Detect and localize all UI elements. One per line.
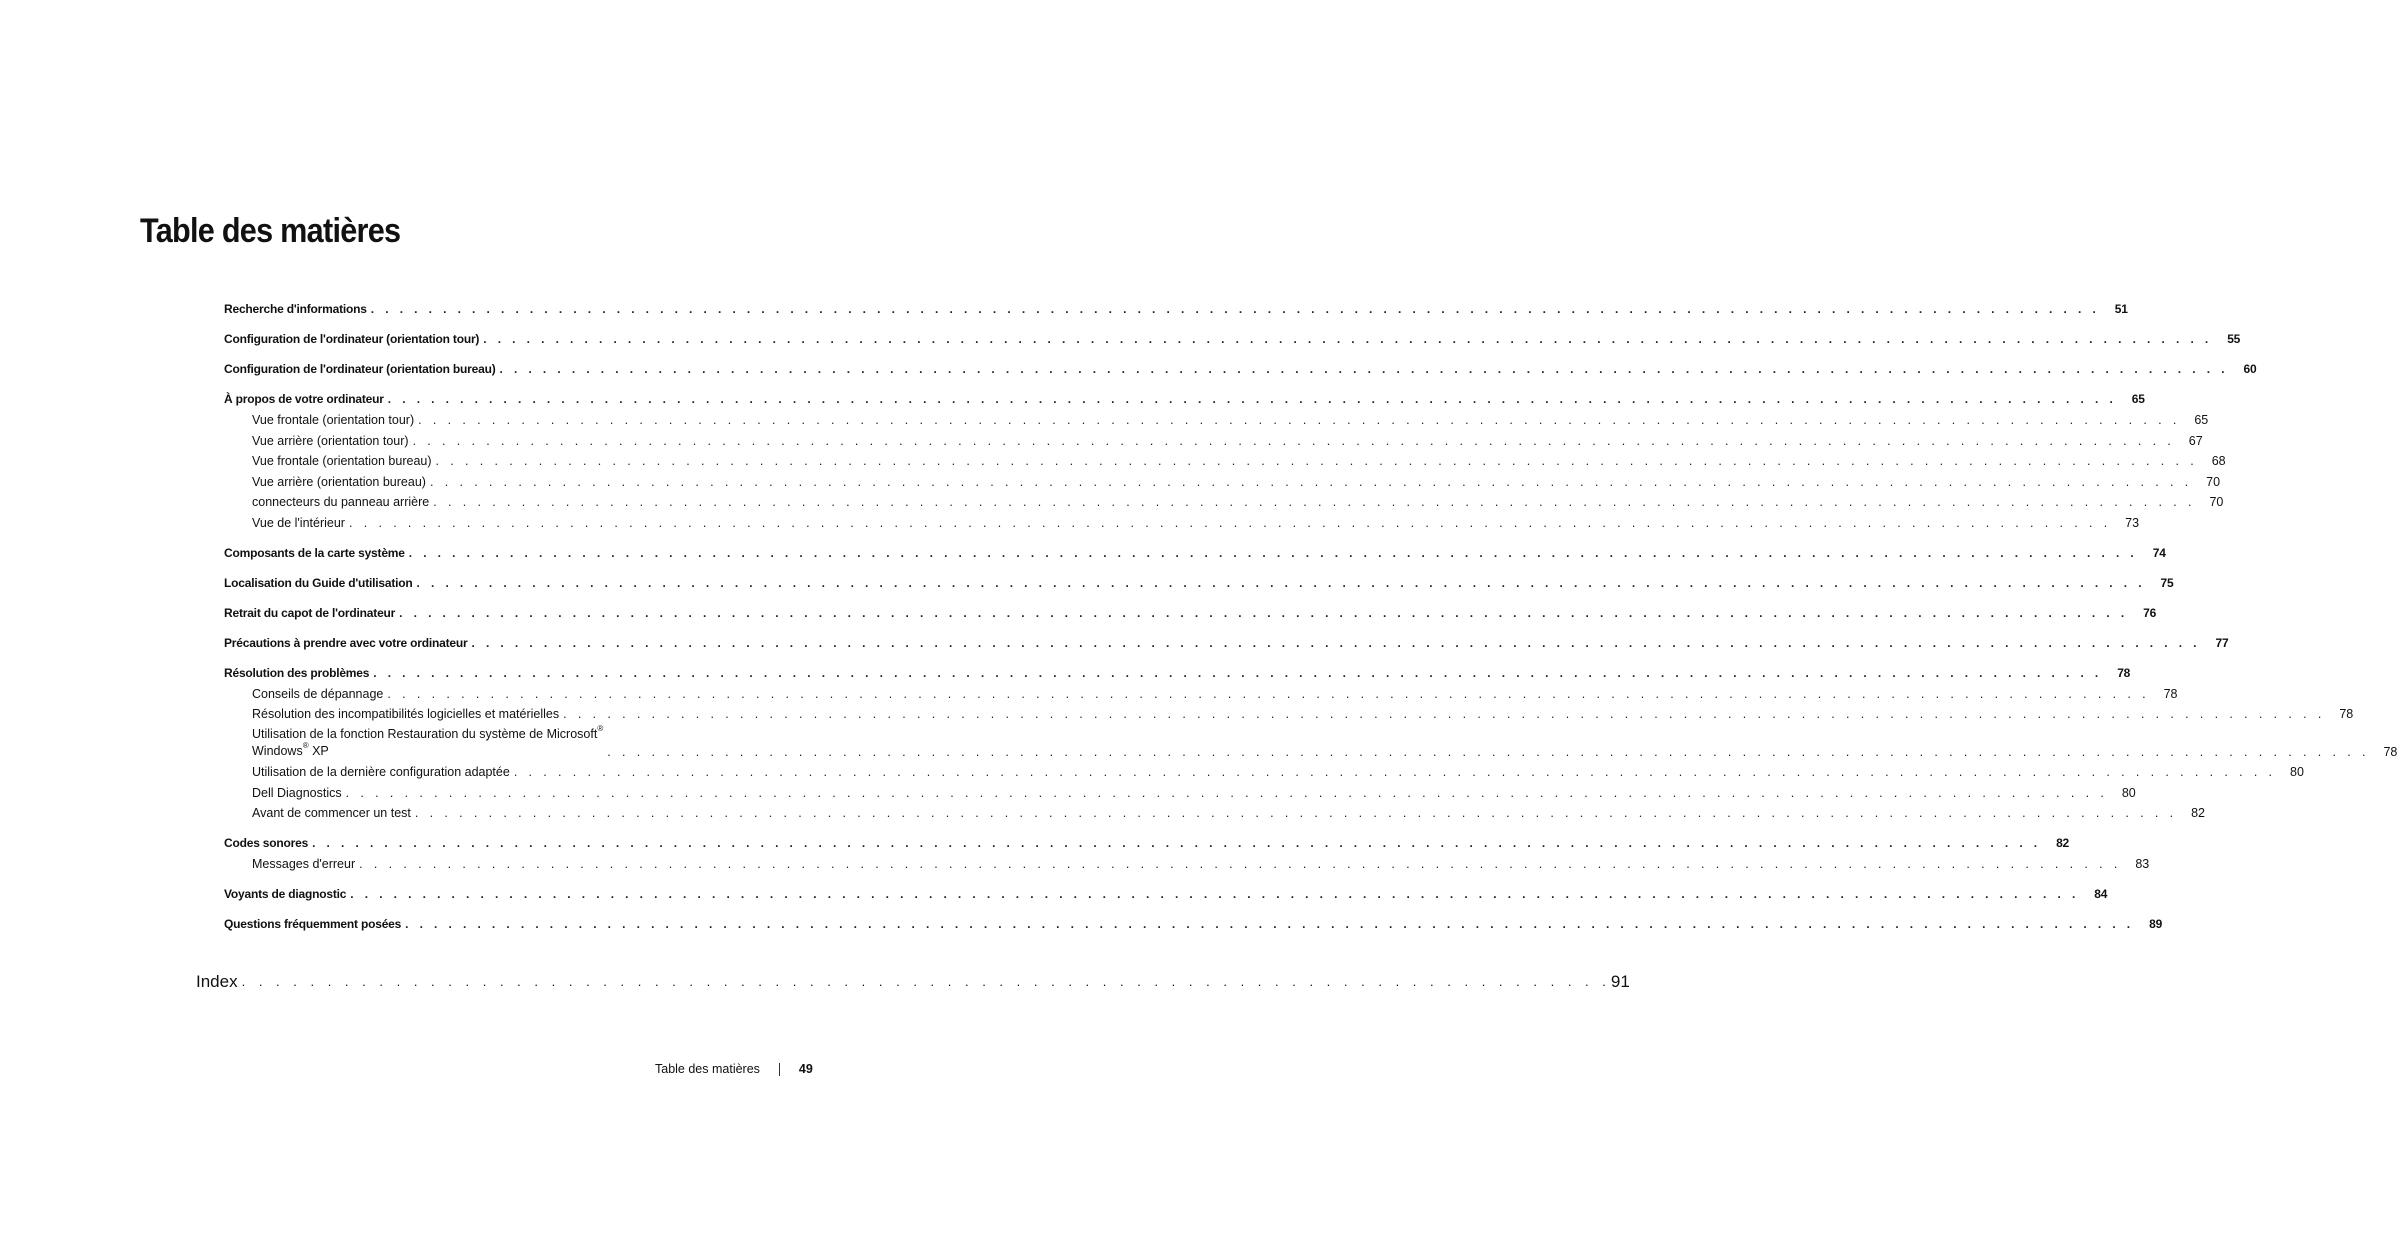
- dot-leader: . . . . . . . . . . . . . . . . . . . . . . . . . . . . . . . . . . . . . . . . . . . . . . . . . . . . . . . . . . . . . . . . . . . . . . . . . . . . . . . . . . . . . . . . . . . . . . . . . . . . . . . . . . . . . . . . . . . . . . . .: [350, 887, 2080, 901]
- dot-leader: . . . . . . . . . . . . . . . . . . . . . . . . . . . . . . . . . . . . . . . . . . . . . . . . . . . . . . . . . . . . . . . . . . . . . . . . . . . . . . . . . . . . . . . . . . . . . . . . . . . . . . . . . . . . . . . . . . . . . . . .: [405, 917, 2135, 931]
- dot-leader: . . . . . . . . . . . . . . . . . . . . . . . . . . . . . . . . . . . . . . . . . . . . . . . . . . . . . . . . . . . . . . . . . . . . . . . . . . . . . . . . . . . . . . . . . . . . . . . . . . . . . . . . . . . . . . . . . . . . . . . .: [412, 433, 2175, 448]
- toc-entry[interactable]: [224, 917, 2163, 932]
- toc-entry-page: 73: [2125, 515, 2140, 530]
- toc-entry-label: Vue frontale (orientation bureau): [252, 454, 436, 469]
- toc-entry-page: 51: [2114, 302, 2128, 316]
- dot-leader: . . . . . . . . . . . . . . . . . . . . . . . . . . . . . . . . . . . . . . . . . . . . . . . . . . . . . . . . . . . . . . . . . . . . . . . . . . . . . . . . . . . . . . . . . . . . . . . . . . . . . . . . . . . . . . . . . . . . . . . .: [408, 545, 2138, 560]
- toc-subentry[interactable]: [224, 707, 2354, 722]
- dot-leader: . . . . . . . . . . . . . . . . . . . . . . . . . . . . . . . . . . . . . . . . . . . . . . . . . . . . . . . . . . . . . . . . . . . . . . . . . . . . . . . . . . . . . . . . . . . . . . . . . . . . . . . . . . . . . . . . . . . . . . . .: [414, 806, 2178, 820]
- toc-entry-page: 83: [2135, 857, 2150, 871]
- footer-section-title: Table des matières: [655, 1062, 760, 1076]
- dot-leader: . . . . . . . . . . . . . . . . . . . . . . . . . . . . . . . . . . . . . . . . . . . . . . . . . . . . . . . . . . . . . . . . . . . . . . . . . . . . . . . . . . . . . . . . . . . . . . . . . . . . . . . . . . . . . . . . . . . . . . . .: [563, 707, 2326, 721]
- toc-subentry[interactable]: [224, 433, 2203, 449]
- toc-entry-label: Vue de l'intérieur: [252, 516, 349, 531]
- toc-subentry[interactable]: [224, 413, 2209, 428]
- toc-entry-page: 78: [2383, 744, 2397, 759]
- toc-entry-page: 82: [2191, 806, 2206, 820]
- toc-entry[interactable]: [224, 887, 2108, 902]
- toc-entry-page: 70: [2206, 474, 2221, 489]
- toc-subentry[interactable]: [224, 495, 2224, 510]
- toc-entry-page: 82: [2056, 836, 2070, 850]
- toc-entry-label: Configuration de l'ordinateur (orientation tour): [224, 332, 483, 347]
- toc-entry-page: 65: [2194, 413, 2209, 427]
- toc-entry-page: 67: [2188, 433, 2203, 448]
- toc-subentry[interactable]: [224, 806, 2206, 821]
- footer-separator: [779, 1063, 780, 1076]
- dot-leader: . . . . . . . . . . . . . . . . . . . . . . . . . . . . . . . . . . . . . . . . . . . . . . . . . . . . . . . . . . . . . . . . . . . . . . . . . . . . . . . . . . . . . . . . . . . . . . . . . . . . . . . . . . . . . . . . . . . . . . . .: [373, 665, 2103, 680]
- dot-leader: . . . . . . . . . . . . . . . . . . . . . . . . . . . . . . . . . . . . . . . . . . . . . . . . . . . . . . . . . . . . . . . . . . . . . . . . . . . . . . . . . . . . . . . . . . . . . . . . . . . . . . . . . . . . . . . . . . . . . . . .: [429, 474, 2193, 489]
- registered-mark: ®: [302, 741, 309, 751]
- toc-subentry[interactable]: [224, 765, 2304, 780]
- toc-entry-page: 70: [2209, 495, 2224, 509]
- toc-entry[interactable]: [224, 302, 2128, 317]
- toc-entry-label: Recherche d'informations: [224, 302, 371, 317]
- toc-entry-label: Index: [196, 972, 238, 991]
- toc-entry[interactable]: [224, 362, 2257, 377]
- toc-entry-label: Conseils de dépannage: [252, 687, 387, 702]
- toc-entry-page: 78: [2339, 707, 2354, 721]
- toc-entry-label: Messages d'erreur: [252, 857, 359, 872]
- page-title: Table des matières: [140, 212, 401, 250]
- toc-entry[interactable]: [224, 332, 2241, 347]
- toc-entry-label: Localisation du Guide d'utilisation: [224, 576, 417, 591]
- toc-entry-label-line1: Utilisation de la fonction Restauration du système de Microsoft: [252, 726, 598, 741]
- toc-entry-label: Précautions à prendre avec votre ordinateur: [224, 636, 472, 651]
- dot-leader: . . . . . . . . . . . . . . . . . . . . . . . . . . . . . . . . . . . . . . . . . . . . . . . . . . . . . . . . . . . . . . . . . . . . . . . . . . . . . . . . . . . . . . . . . . . . . . . . . . . . . . . . . . . . . . . . . . . . . . . .: [416, 575, 2146, 590]
- dot-leader: . . . . . . . . . . . . . . . . . . . . . . . . . . . . . . . . . . . . . . . . . . . . . . . . . . . . . . . . . . . . . . . . . . . . . . . . . . . . . . . . . . . . . . . . . . . . . . . . . . . . . . . . . . . . . . . . . . . . . . . .: [387, 686, 2150, 701]
- toc-entry-page: 55: [2227, 332, 2241, 346]
- dot-leader: . . . . . . . . . . . . . . . . . . . . . . . . . . . . . . . . . . . . . . . . . . . . . . . . . . . . . . . . . . . . . . . . . . . . . . . . . . . . . . . . . . . . . . . . . . . . . . . . . . . . . . . . . . . . . . . . . . . . . . . .: [483, 332, 2213, 346]
- toc-subentry[interactable]: [224, 454, 2226, 469]
- toc-entry-page: 78: [2163, 686, 2178, 701]
- toc-entry[interactable]: [224, 635, 2229, 651]
- toc-entry[interactable]: [224, 836, 2070, 851]
- dot-leader: . . . . . . . . . . . . . . . . . . . . . . . . . . . . . . . . . . . . . . . . . . . . . . . . . . . . . . . . . . . . . . . . . . . . . . . . . . . . . . . . . . . . . . . . . . . . . . . . . . . . . . . . . . . . . . . . . . . . . . . .: [387, 392, 2117, 406]
- toc-entry-label-line2-suffix: XP: [308, 743, 329, 758]
- dot-leader: . . . . . . . . . . . . . . . . . . . . . . . . . . . . . . . . . . . . . . . . . . . . . . . . . . . . . . . . . . . . . . . . . . . . . . . . . . . . . . . .: [241, 974, 1611, 989]
- toc-entry-label: Vue arrière (orientation bureau): [252, 475, 430, 490]
- toc-subentry[interactable]: [224, 785, 2136, 801]
- toc-entry-index[interactable]: [196, 972, 1630, 992]
- dot-leader: . . . . . . . . . . . . . . . . . . . . . . . . . . . . . . . . . . . . . . . . . . . . . . . . . . . . . . . . . . . . . . . . . . . . . . . . . . . . . . . . . . . . . . . . . . . . . . . . . . . . . . . . . . . . . . . . . . . . . . . .: [359, 857, 2122, 871]
- toc-entry-page: 84: [2094, 887, 2108, 901]
- toc-entry[interactable]: [224, 392, 2145, 407]
- toc-entry[interactable]: [224, 665, 2131, 681]
- toc-entry-label: connecteurs du panneau arrière: [252, 495, 433, 510]
- toc-entry-page: 91: [1610, 972, 1630, 991]
- toc-entry[interactable]: [224, 605, 2157, 621]
- toc-subentry[interactable]: [224, 474, 2221, 490]
- toc-entry[interactable]: [224, 575, 2174, 591]
- page-footer: [655, 1062, 813, 1076]
- toc-entry-page: 75: [2160, 575, 2174, 590]
- toc-entry-page: 78: [2117, 665, 2131, 680]
- toc-entry-page: 89: [2149, 917, 2163, 931]
- dot-leader: . . . . . . . . . . . . . . . . . . . . . . . . . . . . . . . . . . . . . . . . . . . . . . . . . . . . . . . . . . . . . . . . . . . . . . . . . . . . . . . . . . . . . . . . . . . . . . . . . . . . . . . . . . . . . . . . . . . . . . . .: [433, 495, 2196, 509]
- toc-entry-label: Dell Diagnostics: [252, 786, 346, 801]
- toc-entry-label: Vue frontale (orientation tour): [252, 413, 418, 428]
- toc-entry-page: 77: [2215, 635, 2229, 650]
- toc-entry-page: 68: [2211, 454, 2226, 468]
- toc-entry-page: 76: [2143, 605, 2157, 620]
- toc-subentry[interactable]: [224, 724, 2397, 760]
- toc-entry-page: 80: [2290, 765, 2304, 779]
- toc-entry-label: [252, 726, 607, 760]
- toc-entry-label: Résolution des incompatibilités logicielles et matérielles: [252, 707, 563, 722]
- toc-entry-label-line2: Windows: [252, 743, 303, 758]
- dot-leader: . . . . . . . . . . . . . . . . . . . . . . . . . . . . . . . . . . . . . . . . . . . . . . . . . . . . . . . . . . . . . . . . . . . . . . . . . . . . . . . . . . . . . . . . . . . . . . . . . . . . . . . . . . . . . . . . . . . . . . . .: [513, 765, 2276, 779]
- toc-entry-label: Composants de la carte système: [224, 546, 409, 561]
- toc-entry-label: Résolution des problèmes: [224, 666, 373, 681]
- registered-mark: ®: [597, 724, 604, 734]
- dot-leader: . . . . . . . . . . . . . . . . . . . . . . . . . . . . . . . . . . . . . . . . . . . . . . . . . . . . . . . . . . . . . . . . . . . . . . . . . . . . . . . . . . . . . . . . . . . . . . . . . . . . . . . . . . . . . . . . . . . . . . . .: [418, 413, 2181, 427]
- toc-entry-label: Questions fréquemment posées: [224, 917, 405, 932]
- dot-leader: . . . . . . . . . . . . . . . . . . . . . . . . . . . . . . . . . . . . . . . . . . . . . . . . . . . . . . . . . . . . . . . . . . . . . . . . . . . . . . . . . . . . . . . . . . . . . . . . . . . . . . . . . . . . . . . . . . . . . . . .: [312, 836, 2042, 850]
- toc-entry-page: 74: [2152, 545, 2166, 560]
- toc-entry-label: Avant de commencer un test: [252, 806, 415, 821]
- toc-entry-label: Configuration de l'ordinateur (orientation bureau): [224, 362, 500, 377]
- table-of-contents: [224, 302, 2397, 932]
- toc-entry-label: À propos de votre ordinateur: [224, 392, 388, 407]
- dot-leader: . . . . . . . . . . . . . . . . . . . . . . . . . . . . . . . . . . . . . . . . . . . . . . . . . . . . . . . . . . . . . . . . . . . . . . . . . . . . . . . . . . . . . . . . . . . . . . . . . . . . . . . . . . . . . . . . . . . . . . . .: [348, 515, 2112, 530]
- toc-entry-label: Vue arrière (orientation tour): [252, 434, 413, 449]
- toc-subentry[interactable]: [224, 515, 2140, 531]
- toc-entry-label: Codes sonores: [224, 836, 312, 851]
- toc-entry-page: 65: [2131, 392, 2145, 406]
- dot-leader: . . . . . . . . . . . . . . . . . . . . . . . . . . . . . . . . . . . . . . . . . . . . . . . . . . . . . . . . . . . . . . . . . . . . . . . . . . . . . . . . . . . . . . . . . . . . . . . . . . . . . . . . . . . . . . . . . . . . . . . .: [499, 362, 2229, 376]
- toc-entry-label: Retrait du capot de l'ordinateur: [224, 606, 399, 621]
- toc-entry-page: 80: [2121, 785, 2136, 800]
- toc-entry-label: Utilisation de la dernière configuration adaptée: [252, 765, 514, 780]
- dot-leader: . . . . . . . . . . . . . . . . . . . . . . . . . . . . . . . . . . . . . . . . . . . . . . . . . . . . . . . . . . . . . . . . . . . . . . . . . . . . . . . . . . . . . . . . . . . . . . . . . . . . . . . . . . . . . . . . . . . . . . . .: [399, 605, 2129, 620]
- footer-page-number: 49: [798, 1062, 813, 1076]
- toc-entry[interactable]: [224, 545, 2166, 561]
- dot-leader: . . . . . . . . . . . . . . . . . . . . . . . . . . . . . . . . . . . . . . . . . . . . . . . . . . . . . . . . . . . . . . . . . . . . . . . . . . . . . . . . . . . . . . . . . . . . . . . . . . . . . . . . . . . . . . . . . . . . . . . .: [471, 635, 2201, 650]
- toc-entry-page: 60: [2243, 362, 2257, 376]
- dot-leader: . . . . . . . . . . . . . . . . . . . . . . . . . . . . . . . . . . . . . . . . . . . . . . . . . . . . . . . . . . . . . . . . . . . . . . . . . . . . . . . . . . . . . . . . . . . . . . . . . . . . . . . . . . . . . . . . . . . . . . . .: [345, 785, 2108, 800]
- toc-subentry[interactable]: [224, 686, 2178, 702]
- dot-leader: . . . . . . . . . . . . . . . . . . . . . . . . . . . . . . . . . . . . . . . . . . . . . . . . . . . . . . . . . . . . . . . . . . . . . . . . . . . . . . . . . . . . . . . . . . . . . . . . . . . . . . . . . . . . . . . . . . . . . . . .: [370, 302, 2100, 316]
- toc-entry-label: Voyants de diagnostic: [224, 887, 350, 902]
- toc-subentry[interactable]: [224, 857, 2150, 872]
- dot-leader: . . . . . . . . . . . . . . . . . . . . . . . . . . . . . . . . . . . . . . . . . . . . . . . . . . . . . . . . . . . . . . . . . . . . . . . . . . . . . . . . . . . . . . . . . . . . . . . . . . . . . . . . . . . . . . . . . . . . . . . .: [607, 744, 2370, 759]
- dot-leader: . . . . . . . . . . . . . . . . . . . . . . . . . . . . . . . . . . . . . . . . . . . . . . . . . . . . . . . . . . . . . . . . . . . . . . . . . . . . . . . . . . . . . . . . . . . . . . . . . . . . . . . . . . . . . . . . . . . . . . . .: [435, 454, 2198, 468]
